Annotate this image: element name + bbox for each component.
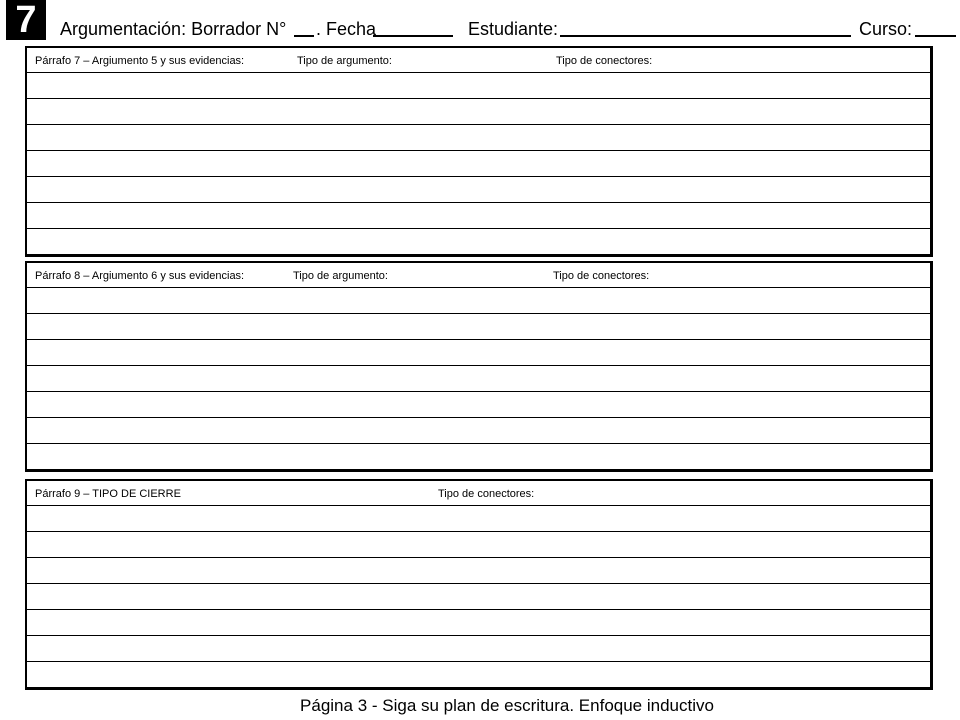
writing-line[interactable] <box>27 636 930 662</box>
panel-header <box>27 263 930 288</box>
header-title: Argumentación: Borrador N° <box>60 19 287 39</box>
writing-line[interactable] <box>27 610 930 636</box>
writing-line[interactable] <box>27 418 930 444</box>
writing-line[interactable] <box>27 73 930 99</box>
page-footer: Página 3 - Siga su plan de escritura. Enfoque inductivo <box>300 696 714 715</box>
curso-label: Curso: <box>859 19 913 39</box>
header <box>60 15 956 43</box>
writing-line[interactable] <box>27 229 930 254</box>
argument-type-label: Tipo de argumento: <box>297 55 392 67</box>
page-number-badge: 7 <box>6 0 46 40</box>
writing-line[interactable] <box>27 444 930 469</box>
panel-header <box>27 48 930 73</box>
writing-line[interactable] <box>27 203 930 229</box>
writing-line[interactable] <box>27 340 930 366</box>
writing-line[interactable] <box>27 558 930 584</box>
writing-line[interactable] <box>27 314 930 340</box>
panel-title: Párrafo 9 – TIPO DE CIERRE <box>35 488 181 500</box>
writing-line[interactable] <box>27 151 930 177</box>
writing-line[interactable] <box>27 584 930 610</box>
fecha-label: Fecha <box>326 19 377 39</box>
connectors-label: Tipo de conectores: <box>553 270 650 282</box>
estudiante-field[interactable] <box>560 15 851 43</box>
writing-line[interactable] <box>27 366 930 392</box>
curso-field[interactable] <box>915 15 956 43</box>
paragraph-7-panel <box>25 46 933 257</box>
writing-line[interactable] <box>27 99 930 125</box>
draft-number-field[interactable] <box>294 15 314 43</box>
connectors-label: Tipo de conectores: <box>556 55 653 67</box>
argument-type-label: Tipo de argumento: <box>293 270 388 282</box>
writing-line[interactable] <box>27 125 930 151</box>
header-separator: . <box>316 19 322 39</box>
paragraph-9-panel <box>25 479 933 690</box>
writing-line[interactable] <box>27 506 930 532</box>
panel-header <box>27 481 930 506</box>
writing-line[interactable] <box>27 662 930 687</box>
connectors-label: Tipo de conectores: <box>438 488 535 500</box>
estudiante-label: Estudiante: <box>468 19 559 39</box>
panel-title: Párrafo 7 – Argiumento 5 y sus evidencias: <box>35 55 245 67</box>
paragraph-8-panel <box>25 261 933 472</box>
writing-line[interactable] <box>27 392 930 418</box>
writing-line[interactable] <box>27 177 930 203</box>
fecha-field[interactable] <box>373 15 453 43</box>
panel-title: Párrafo 8 – Argiumento 6 y sus evidencias: <box>35 270 245 282</box>
writing-line[interactable] <box>27 288 930 314</box>
writing-line[interactable] <box>27 532 930 558</box>
